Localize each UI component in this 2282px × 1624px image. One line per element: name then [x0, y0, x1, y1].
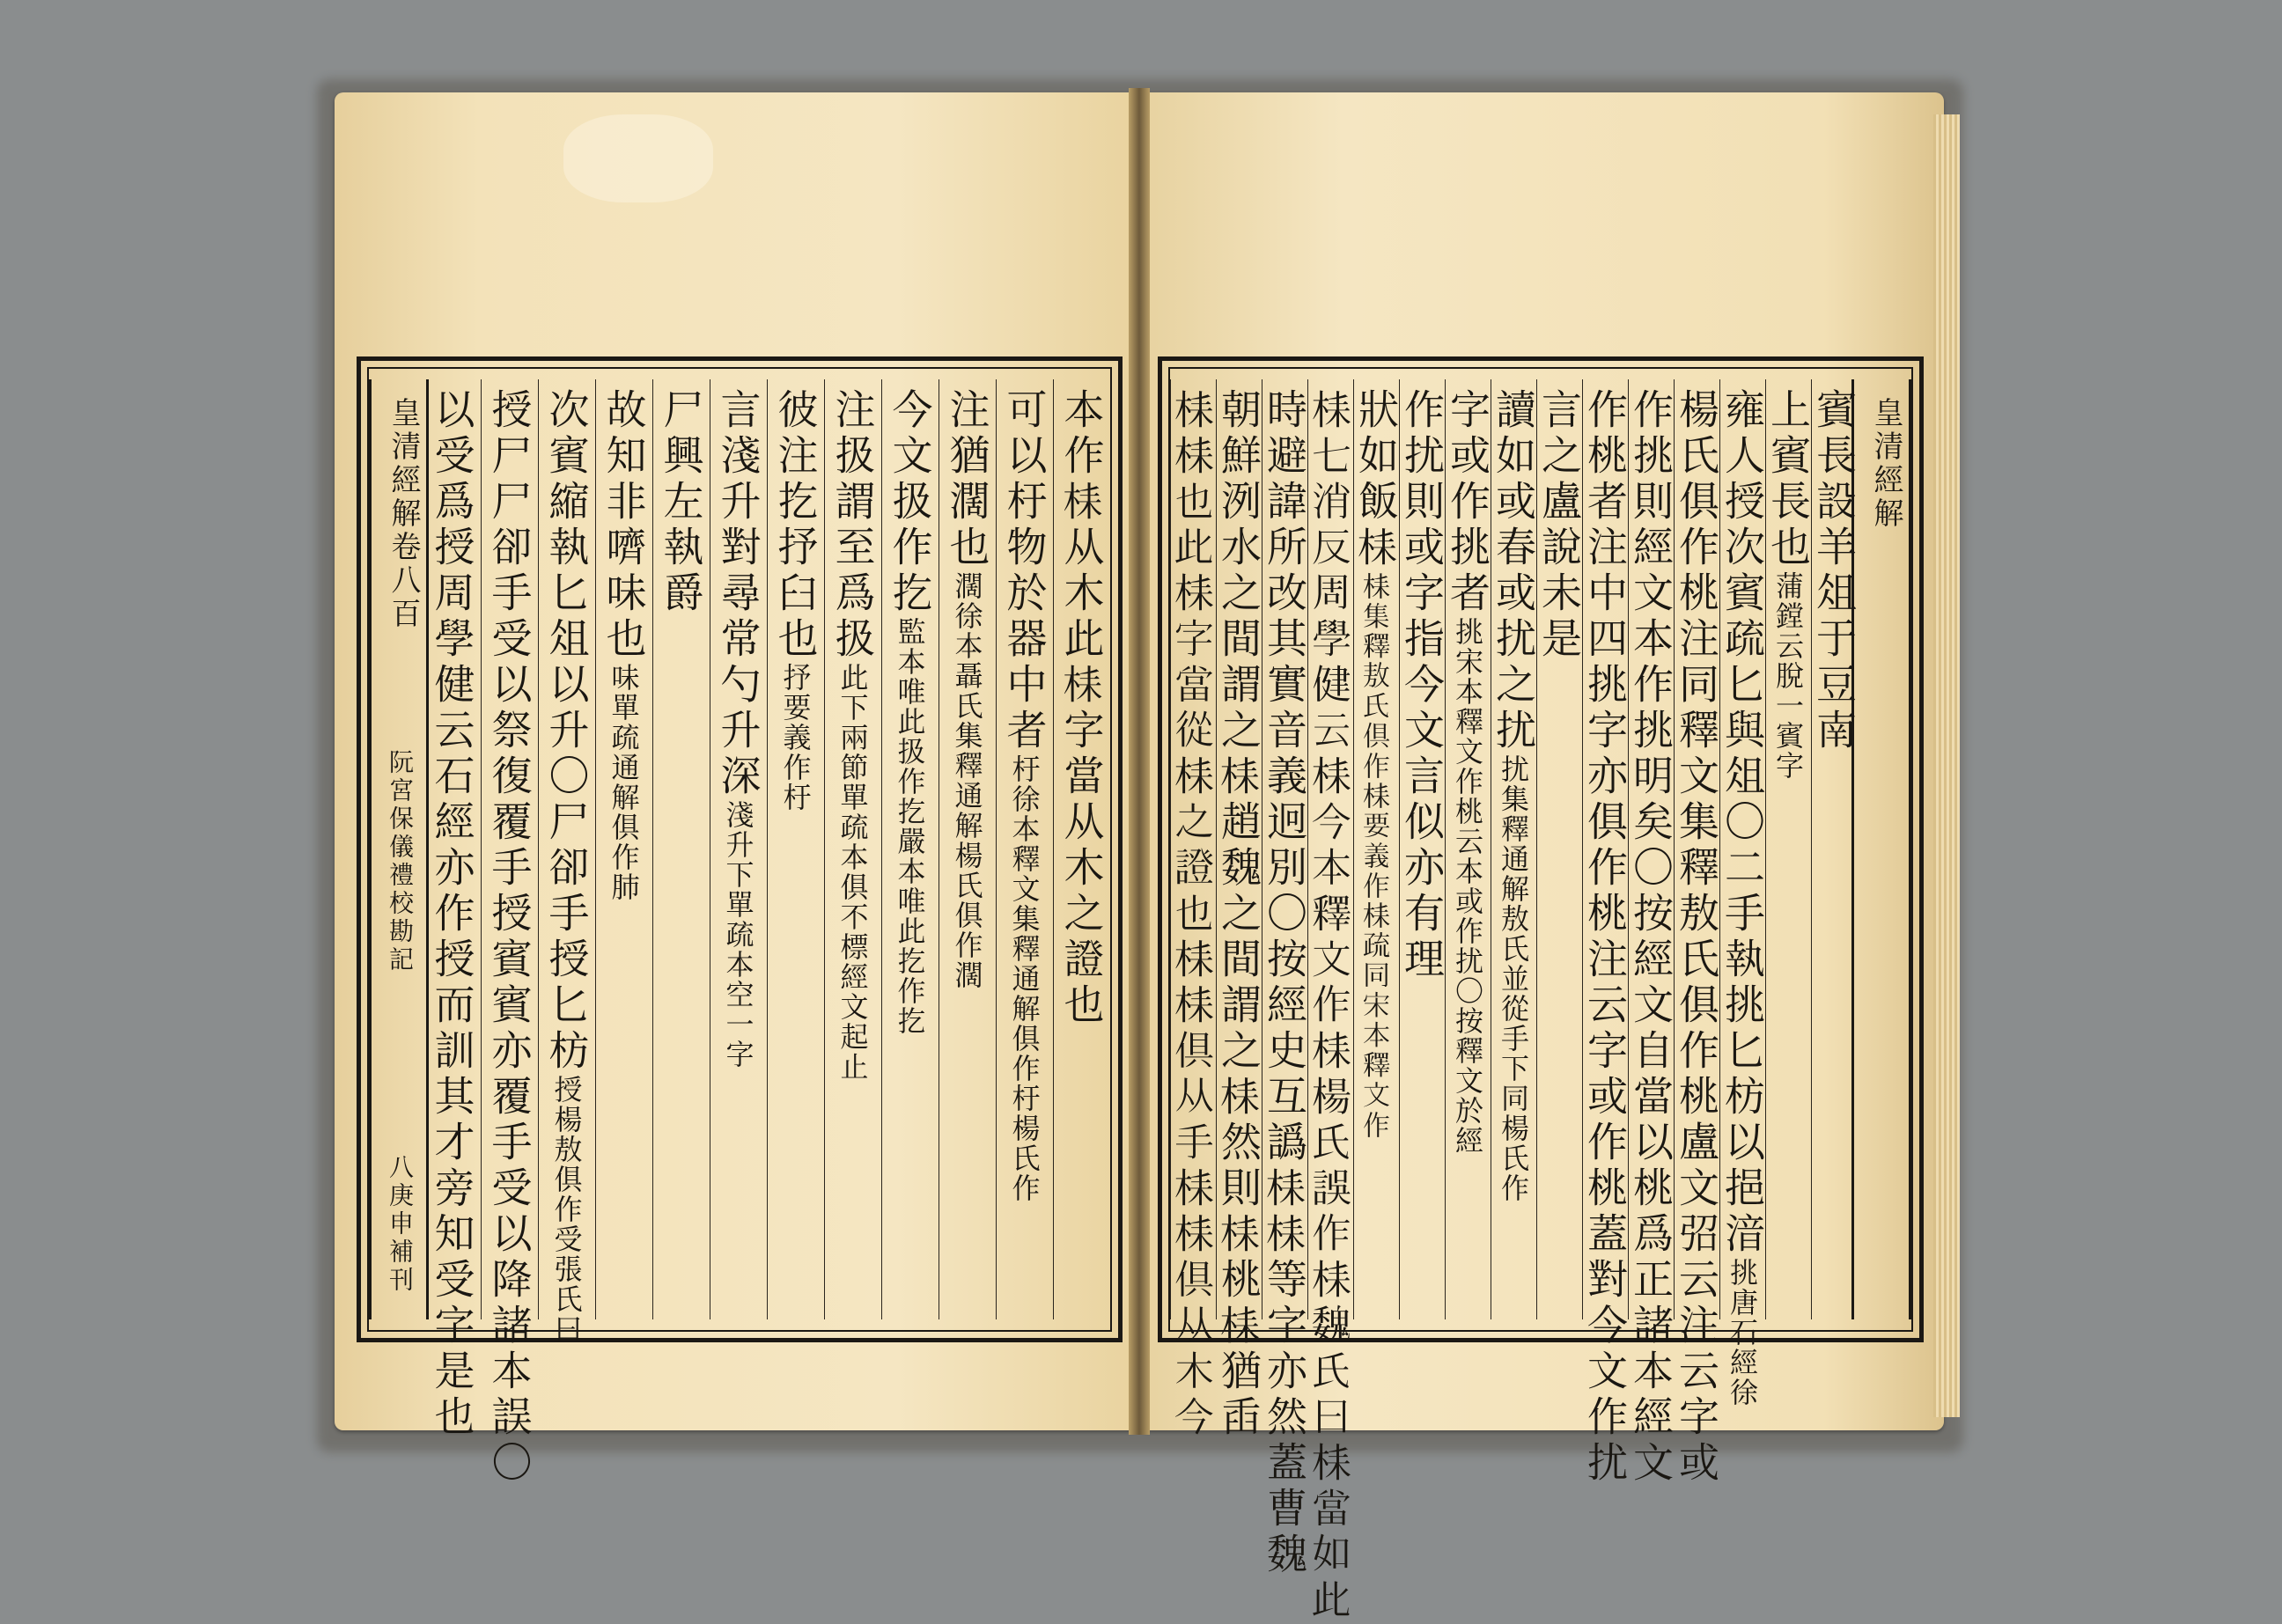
column-rule [538, 379, 539, 1319]
left-margin-folio: 八庚申補刊 [386, 1154, 415, 1295]
left-text-column: 授尸尸卻手受以祭復覆手授賓賓亦覆手受以降諸本誤〇 [485, 388, 534, 1487]
column-rule [881, 379, 882, 1319]
right-text-column: 上賓長也蒲鏜云脫一賓字 [1764, 388, 1812, 781]
right-text-column: 楊氏俱作桃注同釋文集釋敖氏俱作桃盧文弨云注云字或 [1673, 388, 1720, 1487]
left-margin-title: 皇清經解卷八百 [386, 397, 421, 631]
right-text-column: 朝鮮洌水之間謂之𣑳趙魏之間謂之𣑳然則𣑳桃𣑳猶臿 [1215, 388, 1262, 1441]
column-rule [481, 379, 482, 1319]
right-text-column: 時避諱所改其實音義迥別〇按經史互譌𣑳𣑳等字亦然蓋曹魏 [1261, 388, 1308, 1578]
right-text-column: 𣑳𣑳也此𣑳字當從𣑳之證也𣑳𣑳俱从手𣑳𣑳俱从木今 [1169, 388, 1217, 1441]
column-rule [767, 379, 768, 1319]
left-margin-source: 阮宮保儀禮校勘記 [386, 749, 415, 974]
left-text-column: 本作𣑳从木此𣑳字當从木之證也 [1057, 388, 1106, 1029]
column-rule [824, 379, 825, 1319]
left-text-column: 注扱謂至爲扱此下兩節單疏本俱不標經文起止 [828, 388, 877, 1082]
left-text-column: 次賓縮執匕俎以升〇尸卻手授匕枋授楊敖俱作受張氏曰 [542, 388, 591, 1344]
right-text-column: 言之盧說未是 [1535, 388, 1583, 663]
left-text-column: 注猶濶也濶徐本聶氏集釋通解楊氏俱作濶 [943, 388, 991, 990]
right-text-column: 𣑳七消反周學健云𣑳今本釋文作𣑳楊氏誤作𣑳魏氏曰𣑳當如此 [1307, 388, 1354, 1624]
right-page-inner-frame [1168, 367, 1913, 1624]
right-text-column: 狀如飯𣑳𣑳集釋敖氏俱作𣑳要義作𣑳疏同宋本釋文作 [1352, 388, 1400, 1140]
left-text-column: 以受爲授周學健云石經亦作授而訓其才旁知受字是也 [428, 388, 476, 1441]
left-text-column: 言淺升對尋常勺升深淺升下單疏本空一字 [714, 388, 762, 1069]
right-text-column: 作挑則經文本作挑明矣〇按經文自當以桃爲正諸本經文 [1627, 388, 1675, 1487]
right-text-column: 作扰則或字指今文言似亦有理 [1398, 388, 1446, 983]
right-margin-title: 皇清經解 [1868, 397, 1903, 531]
right-page-edge [1933, 114, 1960, 1417]
right-page-frame [1158, 356, 1924, 1624]
left-page-inner-frame [367, 367, 1112, 1487]
left-text-column: 彼注扢抒臼也抒要義作杅 [771, 388, 820, 812]
right-text-column: 賓長設羊俎于豆南 [1810, 388, 1858, 754]
right-text-column: 雍人授次賓疏匕與俎〇二手執挑匕枋以挹湆挑唐石經徐 [1719, 388, 1766, 1407]
column-rule [652, 379, 653, 1319]
column-rule [595, 379, 596, 1319]
left-text-column: 可以杅物於器中者杅徐本釋文集釋通解俱作杅楊氏作 [1000, 388, 1049, 1203]
left-page-frame [357, 356, 1123, 1487]
column-rule [996, 379, 997, 1319]
right-text-column: 讀如或春或扰之扰扰集釋通解敖氏並從手下同楊氏作 [1490, 388, 1537, 1203]
right-text-column: 字或作挑者挑宋本釋文作桃云本或作扰〇按釋文於經 [1444, 388, 1491, 1156]
column-rule [1053, 379, 1054, 1319]
left-text-column: 尸興左執爵 [657, 388, 705, 617]
right-fold-column [1851, 379, 1911, 1319]
paper-stain [563, 114, 713, 202]
book-gutter [1129, 88, 1150, 1435]
right-text-column: 作桃者注中四挑字亦俱作桃注云字或作桃蓋對今文作扰 [1581, 388, 1629, 1487]
left-text-column: 今文扱作扢監本唯此扱作扢嚴本唯此扢作扢 [886, 388, 934, 1036]
left-fold-column [369, 379, 429, 1319]
left-text-column: 故知非嚌味也味單疏通解俱作肺 [600, 388, 648, 902]
